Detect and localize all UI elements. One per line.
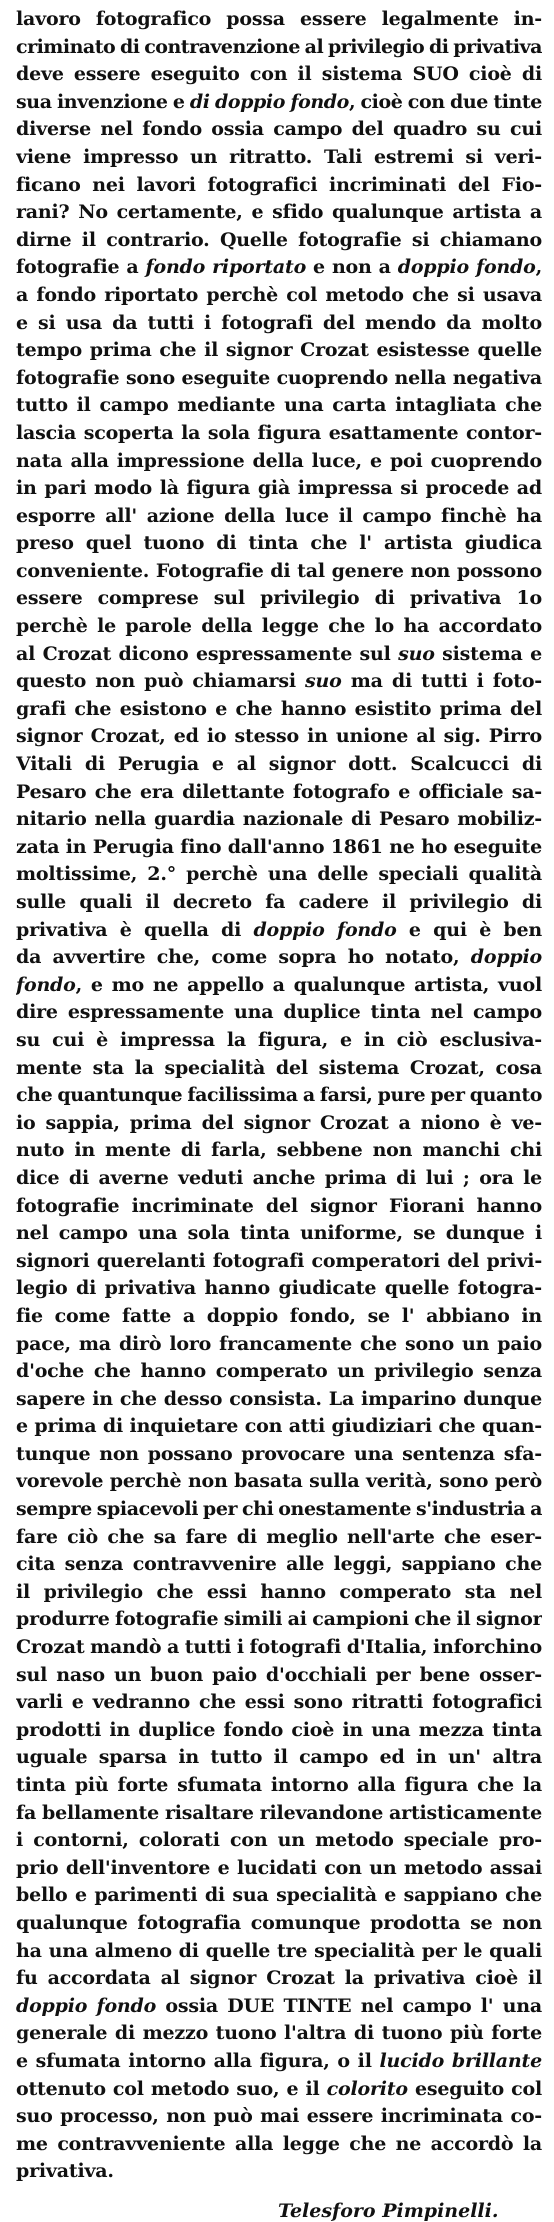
text-line bbox=[16, 337, 542, 365]
italic-run: doppio fondo bbox=[253, 918, 397, 941]
text-run: prodotti in duplice fondo cioè in una mezza tinta bbox=[16, 1718, 542, 1741]
text-line bbox=[16, 1331, 542, 1359]
text-run: tempo prima che il signor Crozat esistesse quelle bbox=[16, 339, 542, 362]
text-line bbox=[16, 779, 542, 807]
text-run: e si usa da tutti i fotografi del mendo da molto bbox=[16, 311, 542, 334]
text-line bbox=[16, 144, 542, 172]
text-line bbox=[16, 1965, 542, 1993]
text-line bbox=[16, 641, 542, 669]
text-line bbox=[16, 1110, 542, 1138]
text-line bbox=[16, 1496, 542, 1524]
text-line bbox=[16, 34, 542, 62]
text-line bbox=[16, 254, 542, 282]
text-run: fa bellamente risaltare rilevandone artisticamente bbox=[16, 1801, 542, 1824]
text-run: criminato di contravenzione al privilegio di privativa bbox=[16, 35, 542, 58]
text-run: , bbox=[535, 256, 542, 279]
text-run: suo processo, non può mai essere incriminata co- bbox=[16, 2105, 542, 2128]
text-run: tunque non possano provocare una sentenza sfa- bbox=[16, 1442, 542, 1465]
text-line bbox=[16, 1386, 542, 1414]
text-line bbox=[16, 1855, 542, 1883]
text-line bbox=[16, 1055, 542, 1083]
text-run: legio di privativa hanno giudicate quelle fotogra- bbox=[16, 1277, 542, 1300]
text-run: sul naso un buon paio d'occhiali per bene osser- bbox=[16, 1663, 542, 1686]
text-run: ossia DUE TINTE nel campo l' una bbox=[156, 1994, 542, 2017]
text-run: e sfumata intorno alla figura, o il bbox=[16, 2049, 380, 2072]
italic-run: di doppio fondo bbox=[189, 90, 349, 113]
text-run: fotografie a bbox=[16, 256, 146, 279]
text-line bbox=[16, 696, 542, 724]
text-run: e non a bbox=[306, 256, 398, 279]
text-line bbox=[16, 1910, 542, 1938]
text-line bbox=[16, 392, 542, 420]
text-line bbox=[16, 1220, 542, 1248]
text-line bbox=[16, 1551, 542, 1579]
text-run: signori querelanti fotografi comperatori del privi- bbox=[16, 1249, 542, 1272]
text-line bbox=[16, 1634, 542, 1662]
text-run: fare ciò che sa fare di meglio nell'arte che eser- bbox=[16, 1525, 542, 1548]
text-run: essere comprese sul privilegio di privativa 1o bbox=[16, 587, 542, 610]
text-line bbox=[16, 834, 542, 862]
text-line bbox=[16, 1165, 542, 1193]
text-line bbox=[16, 199, 542, 227]
text-run: deve essere eseguito con il sistema SUO cioè di bbox=[16, 63, 542, 86]
text-line bbox=[16, 1772, 542, 1800]
text-line bbox=[16, 420, 542, 448]
text-line bbox=[16, 2158, 542, 2186]
text-run: da avvertire che, come sopra ho notato, bbox=[16, 946, 471, 969]
text-line bbox=[16, 1524, 542, 1552]
text-run: varli e vedranno che essi sono ritratti fotografici bbox=[16, 1691, 542, 1714]
text-run: bello e parimenti di sua specialità e sappiano che bbox=[16, 1884, 542, 1907]
text-run: a fondo riportato perchè col metodo che si usava bbox=[16, 283, 542, 306]
text-run: privativa è quella di bbox=[16, 918, 254, 941]
text-line bbox=[16, 2131, 542, 2159]
text-line bbox=[16, 668, 542, 696]
text-run: fu accordata al signor Crozat la privativa cioè il bbox=[16, 1967, 542, 1990]
text-run: questo non può chiamarsi bbox=[16, 670, 306, 693]
text-run: Pesaro che era dilettante fotografo e officiale sa- bbox=[16, 780, 542, 803]
text-line bbox=[16, 2020, 542, 2048]
text-run: sapere in che desso consista. La imparino dunque bbox=[16, 1387, 542, 1410]
text-run: nitario nella guardia nazionale di Pesaro mobiliz- bbox=[16, 808, 542, 831]
text-line bbox=[16, 1027, 542, 1055]
text-line bbox=[16, 723, 542, 751]
text-line bbox=[16, 806, 542, 834]
italic-run: fondo bbox=[16, 973, 76, 996]
text-run: i contorni, colorati con un metodo speciale pro- bbox=[16, 1829, 542, 1852]
text-line bbox=[16, 1358, 542, 1386]
text-run: privativa. bbox=[16, 2160, 114, 2183]
text-run: tinta più forte sfumata intorno alla figura che la bbox=[16, 1774, 542, 1796]
text-run: sistema e bbox=[434, 642, 542, 665]
text-run: uguale sparsa in tutto il campo ed in un' altra bbox=[16, 1746, 542, 1769]
text-run: , cioè con due tinte bbox=[348, 90, 542, 113]
text-run: sua invenzione e bbox=[16, 90, 190, 113]
text-run: in pari modo là figura già impressa si procede ad bbox=[16, 477, 542, 500]
text-run: zata in Perugia fino dall'anno 1861 ne ho eseguite bbox=[16, 835, 542, 858]
text-run: produrre fotografie simili ai campioni che il signor bbox=[16, 1608, 542, 1631]
text-line bbox=[16, 116, 542, 144]
text-run: qualunque fotografia comunque prodotta se non bbox=[16, 1911, 542, 1934]
italic-run: lucido brillante bbox=[379, 2049, 542, 2072]
text-run: dire espressamente una duplice tinta nel campo bbox=[16, 1001, 542, 1024]
text-run: generale di mezzo tuono l'altra di tuono più forte bbox=[16, 2022, 542, 2045]
text-run: tutto il campo mediante una carta intagliata che bbox=[16, 394, 542, 417]
text-line bbox=[16, 972, 542, 1000]
text-run: sulle quali il decreto fa cadere il privilegio di bbox=[16, 891, 542, 913]
text-line bbox=[16, 6, 542, 34]
text-run: e prima di inquietare con atti giudiziari che quan- bbox=[16, 1415, 542, 1438]
text-run: conveniente. Fotografie di tal genere non possono bbox=[16, 559, 542, 582]
text-run: prio dell'inventore e lucidati con un metodo assai bbox=[16, 1856, 542, 1879]
text-line bbox=[16, 585, 542, 613]
text-run: fie come fatte a doppio fondo, se l' abbiano in bbox=[16, 1304, 542, 1327]
text-line bbox=[16, 1248, 542, 1276]
text-run: d'oche che hanno comperato un privilegio senza bbox=[16, 1360, 542, 1383]
text-run: dice di averne veduti anche prima di lui ; ora le bbox=[16, 1166, 542, 1189]
text-run: il privilegio che essi hanno comperato sta nel bbox=[16, 1580, 542, 1603]
text-run: cita senza contravvenire alle leggi, sappiano che bbox=[16, 1553, 542, 1576]
text-run: moltissime, 2.° perchè una delle speciali qualità bbox=[16, 863, 542, 886]
text-line bbox=[16, 2076, 542, 2104]
text-line bbox=[16, 751, 542, 779]
text-line bbox=[16, 172, 542, 200]
text-line bbox=[16, 558, 542, 586]
text-line bbox=[16, 475, 542, 503]
text-line bbox=[16, 1882, 542, 1910]
text-run: nata alla impressione della luce, e poi cuoprendo bbox=[16, 449, 542, 472]
text-line bbox=[16, 1938, 542, 1966]
text-line bbox=[16, 1606, 542, 1634]
text-line bbox=[16, 944, 542, 972]
text-line bbox=[16, 1993, 542, 2021]
text-line bbox=[16, 1717, 542, 1745]
text-line bbox=[16, 61, 542, 89]
text-line bbox=[16, 1275, 542, 1303]
text-run: dirne il contrario. Quelle fotografie si chiamano bbox=[16, 228, 542, 251]
text-run: nuto in mente di farla, sebbene non manchi chi bbox=[16, 1139, 542, 1162]
text-line bbox=[16, 2048, 542, 2076]
text-run: nel campo una sola tinta uniforme, se dunque i bbox=[16, 1222, 542, 1245]
text-run: io sappia, prima del signor Crozat a niono è ve- bbox=[16, 1111, 542, 1134]
text-line bbox=[16, 503, 542, 531]
text-line bbox=[16, 2103, 542, 2131]
text-run: eseguito col bbox=[407, 2077, 542, 2100]
text-run: che quantunque facilissima a farsi, pure per quanto bbox=[16, 1084, 542, 1107]
text-line bbox=[16, 917, 542, 945]
text-line bbox=[16, 1082, 542, 1110]
text-line bbox=[16, 530, 542, 558]
italic-run: suo bbox=[398, 642, 435, 665]
text-run: diverse nel fondo ossia campo del quadro su cui bbox=[16, 118, 542, 141]
text-line bbox=[16, 1579, 542, 1607]
text-run: fotografie incriminate del signor Fiorani hanno bbox=[16, 1194, 542, 1217]
text-line bbox=[16, 1689, 542, 1717]
text-line bbox=[16, 1193, 542, 1221]
italic-run: fondo riportato bbox=[145, 256, 307, 279]
text-run: esporre all' azione della luce il campo finchè ha bbox=[16, 504, 542, 527]
text-run: lavoro fotografico possa essere legalmente in- bbox=[16, 8, 542, 30]
text-line bbox=[16, 999, 542, 1027]
text-run: pace, ma dirò loro francamente che sono un paio bbox=[16, 1332, 542, 1355]
text-run: ottenuto col metodo suo, e il bbox=[16, 2077, 327, 2100]
text-run: rani? No certamente, e sfido qualunque artista a bbox=[16, 201, 542, 224]
text-run: vorevole perchè non basata sulla verità, sono però bbox=[16, 1470, 542, 1493]
text-line bbox=[16, 89, 542, 117]
text-run: ma di tutti i foto- bbox=[341, 670, 542, 693]
text-line bbox=[16, 613, 542, 641]
text-line bbox=[16, 1303, 542, 1331]
text-line bbox=[16, 1137, 542, 1165]
article-body bbox=[16, 6, 542, 2186]
text-run: signor Crozat, ed io stesso in unione al sig. Pirro bbox=[16, 725, 542, 748]
text-run: me contravveniente alla legge che ne accordò la bbox=[16, 2132, 542, 2155]
text-run: sempre spiacevoli per chi onestamente s'industria a bbox=[16, 1498, 542, 1521]
italic-run: suo bbox=[305, 670, 342, 693]
text-line bbox=[16, 310, 542, 338]
text-line bbox=[16, 1468, 542, 1496]
text-run: , e mo ne appello a qualunque artista, vuol bbox=[75, 973, 542, 996]
text-line bbox=[16, 1744, 542, 1772]
text-line bbox=[16, 1827, 542, 1855]
text-line bbox=[16, 889, 542, 917]
text-line bbox=[16, 1441, 542, 1469]
text-run: mente sta la specialità del sistema Crozat, cosa bbox=[16, 1056, 542, 1079]
text-line bbox=[16, 1662, 542, 1690]
text-run: su cui è impressa la figura, e in ciò esclusiva- bbox=[16, 1028, 542, 1051]
text-run: viene impresso un ritratto. Tali estremi si veri- bbox=[16, 145, 542, 168]
text-run: Crozat mandò a tutti i fotografi d'Italia, inforchino bbox=[16, 1636, 542, 1659]
italic-run: doppio fondo bbox=[397, 256, 536, 279]
text-run: preso quel tuono di tinta che l' artista giudica bbox=[16, 532, 542, 555]
italic-run: colorito bbox=[326, 2077, 408, 2100]
text-run: lascia scoperta la sola figura esattamente contor- bbox=[16, 421, 542, 444]
text-run: ha una almeno di quelle tre specialità per le quali bbox=[16, 1939, 542, 1962]
text-line bbox=[16, 448, 542, 476]
author-signature: Telesforo Pimpinelli. bbox=[278, 2199, 499, 2222]
text-run: Vitali di Perugia e al signor dott. Scalcucci di bbox=[16, 753, 542, 776]
text-line bbox=[16, 365, 542, 393]
italic-run: doppio fondo bbox=[16, 1994, 157, 2017]
text-line bbox=[16, 1800, 542, 1828]
text-run: al Crozat dicono espressamente sul bbox=[16, 642, 399, 665]
text-run: fotografie sono eseguite cuoprendo nella negativa bbox=[16, 366, 542, 389]
text-run: ficano nei lavori fotografici incriminati del Fio- bbox=[16, 173, 542, 196]
text-line bbox=[16, 1413, 542, 1441]
italic-run: doppio bbox=[470, 946, 542, 969]
text-line bbox=[16, 861, 542, 889]
text-run: grafi che esistono e che hanno esistito prima del bbox=[16, 697, 542, 720]
text-line bbox=[16, 227, 542, 255]
text-run: perchè le parole della legge che lo ha accordato bbox=[16, 615, 542, 638]
text-run: e qui è ben bbox=[396, 918, 542, 941]
text-line bbox=[16, 282, 542, 310]
